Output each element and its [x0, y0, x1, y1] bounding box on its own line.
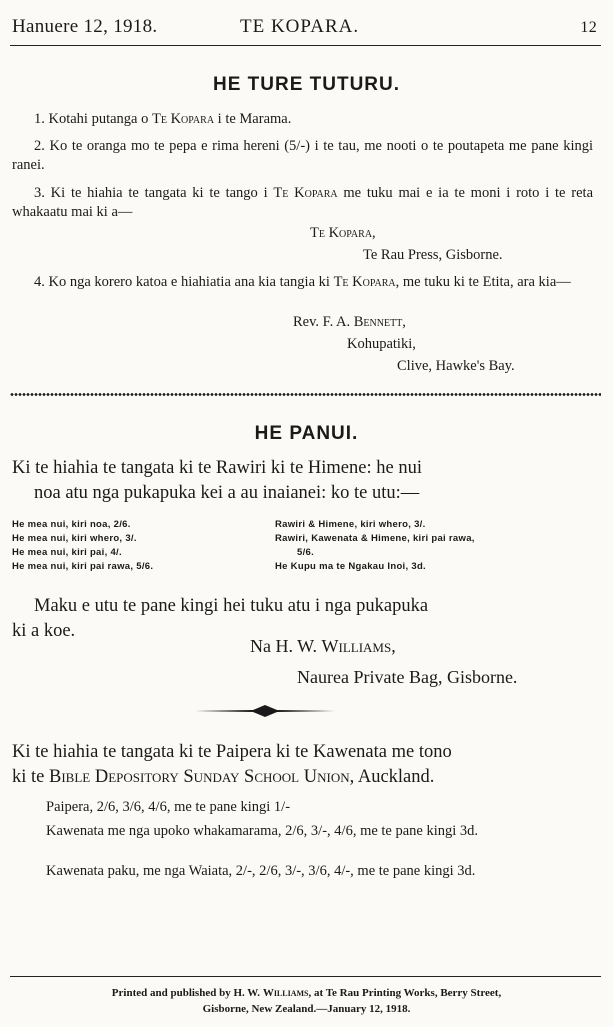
- price-item: He Kupu ma te Ngakau Inoi, 3d.: [275, 561, 426, 572]
- address-2-line-2: Kohupatiki,: [347, 336, 416, 352]
- price-list-left: [12, 518, 153, 574]
- ture-paragraph-1: [12, 110, 593, 129]
- paipera-intro-line-1: Ki te hiahia te tangata ki te Paipera ki te Kawenata me tono: [12, 742, 452, 762]
- price-item: He mea nui, kiri pai rawa, 5/6.: [12, 561, 154, 572]
- panui-intro: [12, 456, 593, 506]
- price-item: He mea nui, kiri noa, 2/6.: [12, 519, 131, 530]
- address-2-line-3: Clive, Hawke's Bay.: [397, 358, 515, 374]
- ture-p1-text-a: Kotahi putanga o: [48, 111, 149, 127]
- price-item: Rawiri & Himene, kiri whero, 3/.: [275, 519, 426, 530]
- page-number: 12: [580, 19, 597, 36]
- running-header: [12, 16, 597, 42]
- ture-p1-paper-name: Te Kopara: [152, 111, 215, 127]
- price-item: Rawiri, Kawenata & Himene, kiri pai rawa,: [275, 533, 475, 544]
- ture-paragraph-3: [12, 184, 593, 222]
- footer-text-b: at Te Rau Printing Works, Berry Street,: [314, 987, 502, 999]
- address-1-line-2: Te Rau Press, Gisborne.: [363, 247, 503, 263]
- address-1-line-1: Te Kopara,: [310, 225, 376, 241]
- paipera-intro: [12, 740, 593, 790]
- footer-rule: [10, 976, 601, 977]
- ture-p3-text-a: 3. Ki te hiahia te tangata ki te tango i: [34, 185, 268, 201]
- panui-heading: HE PANUI.: [254, 423, 359, 444]
- maku-line-1: Maku e utu te pane kingi hei tuku atu i nga pukapuka: [34, 596, 429, 616]
- price-item: He mea nui, kiri whero, 3/.: [12, 533, 137, 544]
- signature-address: Naurea Private Bag, Gisborne.: [297, 667, 518, 687]
- panui-intro-line-2: noa atu nga pukapuka kei a au inaianei: ko te utu:—: [34, 483, 420, 503]
- ture-p1-text-b: i te Marama.: [217, 111, 292, 127]
- address-2-line-1: [293, 311, 406, 333]
- ture-p4-paper-name: Te Kopara,: [333, 274, 400, 290]
- maku-line-2: ki a koe.: [12, 621, 76, 641]
- signature-surname: Williams,: [321, 636, 396, 656]
- footer-printer-name: Williams,: [262, 987, 312, 999]
- paipera-intro-line-2: [12, 765, 593, 790]
- ture-paragraph-2: 2. Ko te oranga mo te pepa e rima hereni (5/-) i te tau, me nooti o te poutapeta me pane kingi ranei.: [12, 138, 593, 173]
- ture-paragraph-4: [12, 273, 593, 292]
- panui-intro-line-1: Ki te hiahia te tangata ki te Rawiri ki te Himene: he nui: [12, 458, 422, 478]
- ture-p3-text-b: me tuku mai e ia te moni i roto i te reta whakaatu mai ki a—: [12, 185, 593, 220]
- paipera-intro-text-b: Auckland.: [357, 767, 435, 787]
- ornamental-divider: [195, 705, 335, 717]
- address-2-title: Rev. F. A.: [293, 314, 351, 330]
- ture-p3-paper-name: Te Kopara: [273, 185, 338, 201]
- ture-p4-text-b: me tuku ki te Etita, ara kia—: [402, 274, 571, 290]
- header-date: Hanuere 12, 1918.: [12, 16, 158, 37]
- ture-p1-number: 1.: [34, 111, 45, 127]
- paipera-price-1: Paipera, 2/6, 3/6, 4/6, me te pane kingi 1/-: [46, 799, 291, 815]
- header-rule: [10, 45, 601, 46]
- signature-name: Na H. W.: [250, 636, 317, 656]
- footer-line-2: Gisborne, New Zealand.—January 12, 1918.: [202, 1003, 411, 1015]
- dotted-separator: [10, 392, 601, 397]
- signature-line: [250, 633, 396, 659]
- price-list-right: [275, 518, 475, 574]
- price-item: He mea nui, kiri pai, 4/.: [12, 547, 122, 558]
- imprint-footer: [0, 985, 613, 1017]
- header-title: TE KOPARA.: [240, 16, 360, 37]
- footer-text-a: Printed and published by H. W.: [111, 987, 261, 999]
- paipera-intro-text-a: ki te: [12, 767, 45, 787]
- paipera-price-2: Kawenata me nga upoko whakamarama, 2/6, 3/-, 4/6, me te pane kingi 3d.: [46, 823, 479, 839]
- ture-heading: HE TURE TUTURU.: [212, 74, 401, 95]
- bible-depository-name: Bible Depository Sunday School Union,: [49, 767, 355, 787]
- ture-p4-text-a: 4. Ko nga korero katoa e hiahiatia ana kia tangia ki: [34, 274, 330, 290]
- footer-line-1: [0, 985, 613, 1001]
- price-item-continued: 5/6.: [297, 547, 315, 558]
- address-2-surname: Bennett,: [353, 314, 406, 330]
- paipera-price-3: Kawenata paku, me nga Waiata, 2/-, 2/6, 3/-, 3/6, 4/-, me te pane kingi 3d.: [46, 863, 476, 879]
